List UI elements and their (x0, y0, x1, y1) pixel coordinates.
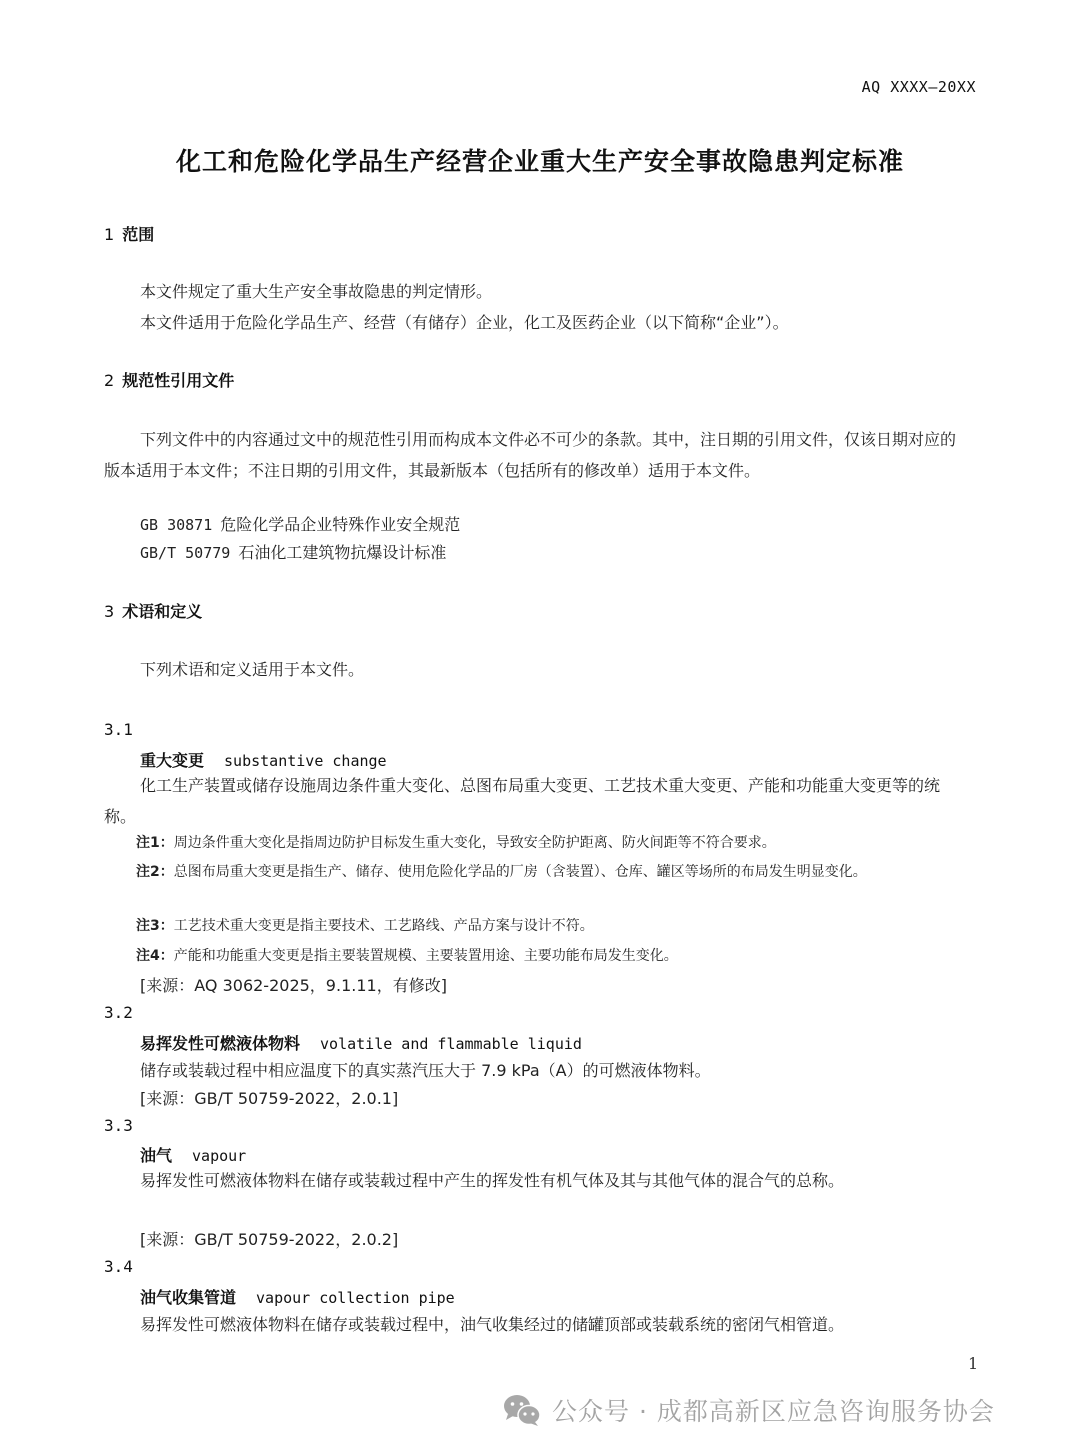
section-heading-terms (104, 599, 202, 622)
document-title: 化工和危险化学品生产经营企业重大生产安全事故隐患判定标准 (175, 147, 904, 176)
term-name-zh: 油气收集管道 (140, 1288, 237, 1307)
term-note (136, 829, 1014, 858)
term-name-en: vapour collection pipe (256, 1289, 455, 1307)
note-label: 注2： (136, 864, 174, 880)
term-name-en: substantive change (224, 752, 387, 770)
term-number: 3.4 (104, 1257, 133, 1276)
note-label: 注4： (136, 948, 174, 964)
watermark-text: 公众号 · 成都高新区应急咨询服务协会 (552, 1397, 995, 1426)
section-number: 1 (104, 225, 115, 244)
term-name-zh: 重大变更 (140, 751, 205, 770)
term-note (136, 858, 1014, 887)
references-paragraph: 下列文件中的内容通过文中的规范性引用而构成本文件必不可少的条款。其中，注日期的引用文件，仅该日期对应的版本适用于本文件；不注日期的引用文件，其最新版本（包括所有的修改单）适用于本文件。 (104, 430, 957, 480)
scope-paragraph-2: 本文件适用于危险化学品生产、经营（有储存）企业，化工及医药企业（以下简称“企业”）。 (140, 313, 789, 332)
term-name (140, 748, 387, 771)
reference-code: GB/T 50779 (140, 544, 231, 562)
term-name-zh: 易挥发性可燃液体物料 (140, 1034, 301, 1053)
terms-intro-paragraph: 下列术语和定义适用于本文件。 (140, 660, 365, 679)
term-name (140, 1143, 246, 1166)
section-number: 3 (104, 602, 115, 621)
page-number: 1 (968, 1354, 979, 1373)
reference-code: GB 30871 (140, 516, 213, 534)
term-source: [来源：GB/T 50759-2022，2.0.2] (140, 1230, 399, 1249)
term-name-en: vapour (192, 1147, 247, 1165)
section-number: 2 (104, 371, 115, 390)
term-definition: 易挥发性可燃液体物料在储存或装载过程中，油气收集经过的储罐顶部或装载系统的密闭气相管道。 (140, 1315, 845, 1334)
term-definition: 储存或装载过程中相应温度下的真实蒸汽压大于 7.9 kPa（A）的可燃液体物料。 (140, 1061, 711, 1080)
document-code: AQ XXXX—20XX (861, 78, 976, 96)
term-name (140, 1031, 582, 1054)
note-label: 注3： (136, 918, 174, 934)
watermark (502, 1392, 995, 1428)
term-number: 3.1 (104, 720, 133, 739)
term-definition: 化工生产装置或储存设施周边条件重大变化、总图布局重大变更、工艺技术重大变更、产能和功能重大变更等的统称。 (104, 776, 941, 826)
note-text: 产能和功能重大变更是指主要装置规模、主要装置用途、主要功能布局发生变化。 (173, 948, 678, 964)
term-number: 3.3 (104, 1116, 133, 1135)
term-number: 3.2 (104, 1003, 133, 1022)
term-source: [来源：AQ 3062-2025，9.1.11，有修改] (140, 976, 447, 995)
wechat-icon (502, 1393, 542, 1427)
scope-paragraph-1: 本文件规定了重大生产安全事故隐患的判定情形。 (140, 282, 493, 301)
reference-title: 石油化工建筑物抗爆设计标准 (238, 543, 447, 562)
section-title: 范围 (122, 225, 155, 244)
note-text: 总图布局重大变更是指生产、储存、使用危险化学品的厂房（含装置）、仓库、罐区等场所的布局发生明显变化。 (173, 864, 867, 880)
note-text: 周边条件重大变化是指周边防护目标发生重大变化，导致安全防护距离、防火间距等不符合要求。 (173, 835, 776, 851)
note-text: 工艺技术重大变更是指主要技术、工艺路线、产品方案与设计不符。 (173, 918, 594, 934)
term-source: [来源：GB/T 50759-2022，2.0.1] (140, 1089, 399, 1108)
term-note (136, 942, 1014, 971)
section-title: 规范性引用文件 (122, 371, 235, 390)
term-name-en: volatile and flammable liquid (320, 1035, 582, 1053)
term-name-zh: 油气 (140, 1146, 173, 1165)
section-heading-scope (104, 222, 154, 245)
term-name (140, 1285, 455, 1308)
note-label: 注1： (136, 835, 174, 851)
section-title: 术语和定义 (122, 602, 203, 621)
term-note (136, 912, 1014, 941)
reference-item (140, 540, 446, 563)
reference-item (140, 512, 460, 535)
term-definition: 易挥发性可燃液体物料在储存或装载过程中产生的挥发性有机气体及其与其他气体的混合气的总称。 (140, 1171, 845, 1190)
section-heading-normative-references (104, 368, 234, 391)
reference-title: 危险化学品企业特殊作业安全规范 (220, 515, 461, 534)
